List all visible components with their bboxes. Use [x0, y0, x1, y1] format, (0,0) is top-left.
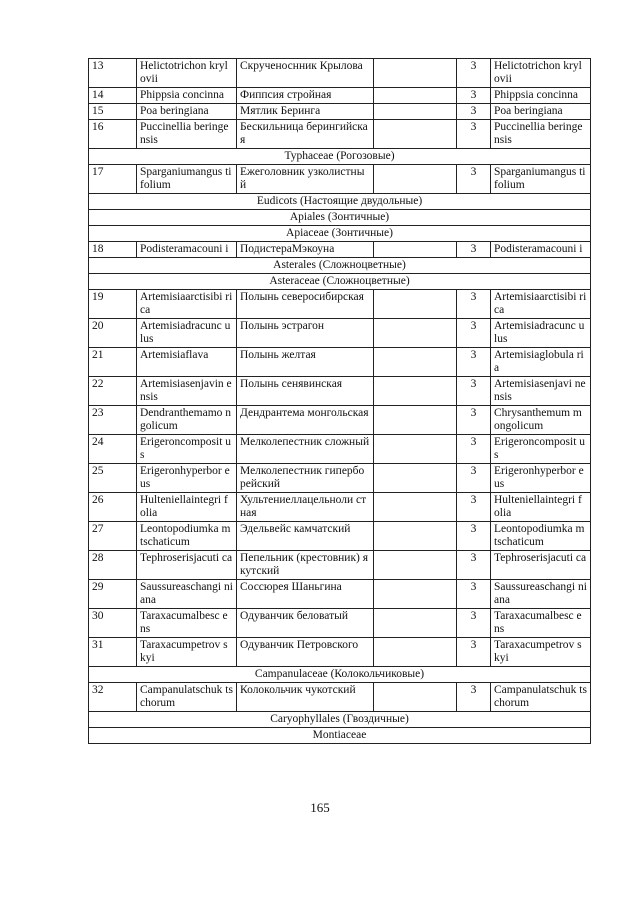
latin-name-cell: Artemisiaflava [137, 348, 237, 377]
empty-cell [374, 406, 457, 435]
russian-name-cell: Фиппсия стройная [237, 88, 374, 104]
table-row [89, 120, 591, 149]
group-heading-row [89, 258, 591, 274]
latin-name-cell: Hulteniellaintegri folia [137, 493, 237, 522]
russian-name-cell: Полынь желтая [237, 348, 374, 377]
empty-cell [374, 319, 457, 348]
latin-name-cell: Taraxacumalbesc ens [137, 609, 237, 638]
russian-name-cell: Эдельвейс камчатский [237, 522, 374, 551]
russian-name-cell: Хультениеллацельноли стная [237, 493, 374, 522]
group-heading: Montiaceae [89, 728, 591, 744]
group-heading: Asteraceae (Сложноцветные) [89, 274, 591, 290]
latin-synonym-cell: Poa beringiana [491, 104, 591, 120]
row-number-cell: 15 [89, 104, 137, 120]
russian-name-cell: Одуванчик Петровского [237, 638, 374, 667]
row-number-cell: 30 [89, 609, 137, 638]
empty-cell [374, 88, 457, 104]
empty-cell [374, 290, 457, 319]
category-cell: 3 [457, 493, 491, 522]
row-number-cell: 21 [89, 348, 137, 377]
category-cell: 3 [457, 59, 491, 88]
table-row [89, 683, 591, 712]
empty-cell [374, 638, 457, 667]
category-cell: 3 [457, 609, 491, 638]
latin-synonym-cell: Sparganiumangus tifolium [491, 165, 591, 194]
empty-cell [374, 683, 457, 712]
empty-cell [374, 104, 457, 120]
table-row [89, 435, 591, 464]
latin-synonym-cell: Puccinellia beringensis [491, 120, 591, 149]
latin-synonym-cell: Artemisiasenjavi nensis [491, 377, 591, 406]
row-number-cell: 26 [89, 493, 137, 522]
latin-name-cell: Phippsia concinna [137, 88, 237, 104]
latin-synonym-cell: Hulteniellaintegri folia [491, 493, 591, 522]
category-cell: 3 [457, 348, 491, 377]
russian-name-cell: Мелколепестник гиперборейский [237, 464, 374, 493]
latin-name-cell: Poa beringiana [137, 104, 237, 120]
russian-name-cell: Соссюрея Шаньгина [237, 580, 374, 609]
table-row [89, 165, 591, 194]
latin-name-cell: Leontopodiumka mtschaticum [137, 522, 237, 551]
table-row [89, 522, 591, 551]
group-heading-row [89, 210, 591, 226]
russian-name-cell: ПодистераМэкоуна [237, 242, 374, 258]
latin-synonym-cell: Helictotrichon krylovii [491, 59, 591, 88]
category-cell: 3 [457, 242, 491, 258]
latin-name-cell: Sparganiumangus tifolium [137, 165, 237, 194]
latin-name-cell: Artemisiadracunc ulus [137, 319, 237, 348]
empty-cell [374, 242, 457, 258]
empty-cell [374, 609, 457, 638]
latin-synonym-cell: Taraxacumpetrov skyi [491, 638, 591, 667]
page-number: 165 [310, 800, 330, 815]
table-row [89, 242, 591, 258]
group-heading: Eudicots (Настоящие двудольные) [89, 194, 591, 210]
table-row [89, 377, 591, 406]
row-number-cell: 29 [89, 580, 137, 609]
category-cell: 3 [457, 435, 491, 464]
table-row [89, 290, 591, 319]
row-number-cell: 28 [89, 551, 137, 580]
russian-name-cell: Бескильница берингийская [237, 120, 374, 149]
category-cell: 3 [457, 580, 491, 609]
group-heading: Apiaceae (Зонтичные) [89, 226, 591, 242]
russian-name-cell: Полынь эстрагон [237, 319, 374, 348]
row-number-cell: 14 [89, 88, 137, 104]
latin-name-cell: Artemisiasenjavin ensis [137, 377, 237, 406]
category-cell: 3 [457, 551, 491, 580]
russian-name-cell: Скрученоснник Крылова [237, 59, 374, 88]
category-cell: 3 [457, 104, 491, 120]
empty-cell [374, 551, 457, 580]
table-row [89, 406, 591, 435]
table-row [89, 319, 591, 348]
row-number-cell: 20 [89, 319, 137, 348]
russian-name-cell: Колокольчик чукотский [237, 683, 374, 712]
table-row [89, 104, 591, 120]
latin-name-cell: Erigeronhyperbor eus [137, 464, 237, 493]
latin-synonym-cell: Phippsia concinna [491, 88, 591, 104]
group-heading-row [89, 274, 591, 290]
latin-synonym-cell: Erigeronhyperbor eus [491, 464, 591, 493]
empty-cell [374, 377, 457, 406]
latin-synonym-cell: Tephroserisjacuti ca [491, 551, 591, 580]
category-cell: 3 [457, 464, 491, 493]
table-row [89, 551, 591, 580]
russian-name-cell: Мятлик Беринга [237, 104, 374, 120]
empty-cell [374, 493, 457, 522]
row-number-cell: 23 [89, 406, 137, 435]
table-row [89, 88, 591, 104]
row-number-cell: 25 [89, 464, 137, 493]
latin-name-cell: Saussureaschangi niana [137, 580, 237, 609]
row-number-cell: 13 [89, 59, 137, 88]
species-table [88, 58, 591, 744]
category-cell: 3 [457, 683, 491, 712]
group-heading-row [89, 712, 591, 728]
latin-name-cell: Podisteramacouni i [137, 242, 237, 258]
latin-name-cell: Taraxacumpetrov skyi [137, 638, 237, 667]
russian-name-cell: Пепельник (крестовник) якутский [237, 551, 374, 580]
latin-synonym-cell: Artemisiadracunc ulus [491, 319, 591, 348]
row-number-cell: 18 [89, 242, 137, 258]
russian-name-cell: Одуванчик беловатый [237, 609, 374, 638]
empty-cell [374, 522, 457, 551]
group-heading-row [89, 149, 591, 165]
latin-name-cell: Campanulatschuk tschorum [137, 683, 237, 712]
latin-name-cell: Dendranthemamo ngolicum [137, 406, 237, 435]
category-cell: 3 [457, 290, 491, 319]
latin-synonym-cell: Leontopodiumka mtschaticum [491, 522, 591, 551]
row-number-cell: 16 [89, 120, 137, 149]
category-cell: 3 [457, 88, 491, 104]
group-heading-row [89, 667, 591, 683]
category-cell: 3 [457, 406, 491, 435]
empty-cell [374, 348, 457, 377]
group-heading-row [89, 194, 591, 210]
latin-name-cell: Tephroserisjacuti ca [137, 551, 237, 580]
row-number-cell: 27 [89, 522, 137, 551]
empty-cell [374, 165, 457, 194]
row-number-cell: 32 [89, 683, 137, 712]
row-number-cell: 17 [89, 165, 137, 194]
latin-name-cell: Puccinellia beringensis [137, 120, 237, 149]
latin-synonym-cell: Chrysanthemum mongolicum [491, 406, 591, 435]
category-cell: 3 [457, 120, 491, 149]
latin-synonym-cell: Artemisiaglobula ria [491, 348, 591, 377]
category-cell: 3 [457, 377, 491, 406]
russian-name-cell: Полынь сенявинская [237, 377, 374, 406]
table-row [89, 580, 591, 609]
latin-synonym-cell: Saussureaschangi niana [491, 580, 591, 609]
table-row [89, 638, 591, 667]
group-heading-row [89, 728, 591, 744]
table-row [89, 609, 591, 638]
row-number-cell: 19 [89, 290, 137, 319]
latin-synonym-cell: Campanulatschuk tschorum [491, 683, 591, 712]
row-number-cell: 31 [89, 638, 137, 667]
table-row [89, 464, 591, 493]
latin-synonym-cell: Podisteramacouni i [491, 242, 591, 258]
group-heading: Apiales (Зонтичные) [89, 210, 591, 226]
russian-name-cell: Дендрантема монгольская [237, 406, 374, 435]
category-cell: 3 [457, 522, 491, 551]
latin-name-cell: Erigeroncomposit us [137, 435, 237, 464]
species-table-body [89, 59, 591, 744]
latin-synonym-cell: Artemisiaarctisibi rica [491, 290, 591, 319]
empty-cell [374, 464, 457, 493]
empty-cell [374, 59, 457, 88]
russian-name-cell: Мелколепестник сложный [237, 435, 374, 464]
category-cell: 3 [457, 319, 491, 348]
group-heading: Typhaceae (Рогозовые) [89, 149, 591, 165]
latin-synonym-cell: Erigeroncomposit us [491, 435, 591, 464]
table-row [89, 59, 591, 88]
russian-name-cell: Ежеголовник узколистный [237, 165, 374, 194]
row-number-cell: 24 [89, 435, 137, 464]
category-cell: 3 [457, 638, 491, 667]
category-cell: 3 [457, 165, 491, 194]
empty-cell [374, 120, 457, 149]
latin-name-cell: Helictotrichon krylovii [137, 59, 237, 88]
group-heading-row [89, 226, 591, 242]
table-row [89, 493, 591, 522]
group-heading: Asterales (Сложноцветные) [89, 258, 591, 274]
latin-name-cell: Artemisiaarctisibi rica [137, 290, 237, 319]
empty-cell [374, 435, 457, 464]
group-heading: Campanulaceae (Колокольчиковые) [89, 667, 591, 683]
empty-cell [374, 580, 457, 609]
russian-name-cell: Полынь североcибирская [237, 290, 374, 319]
row-number-cell: 22 [89, 377, 137, 406]
latin-synonym-cell: Taraxacumalbesc ens [491, 609, 591, 638]
table-row [89, 348, 591, 377]
group-heading: Caryophyllales (Гвоздичные) [89, 712, 591, 728]
